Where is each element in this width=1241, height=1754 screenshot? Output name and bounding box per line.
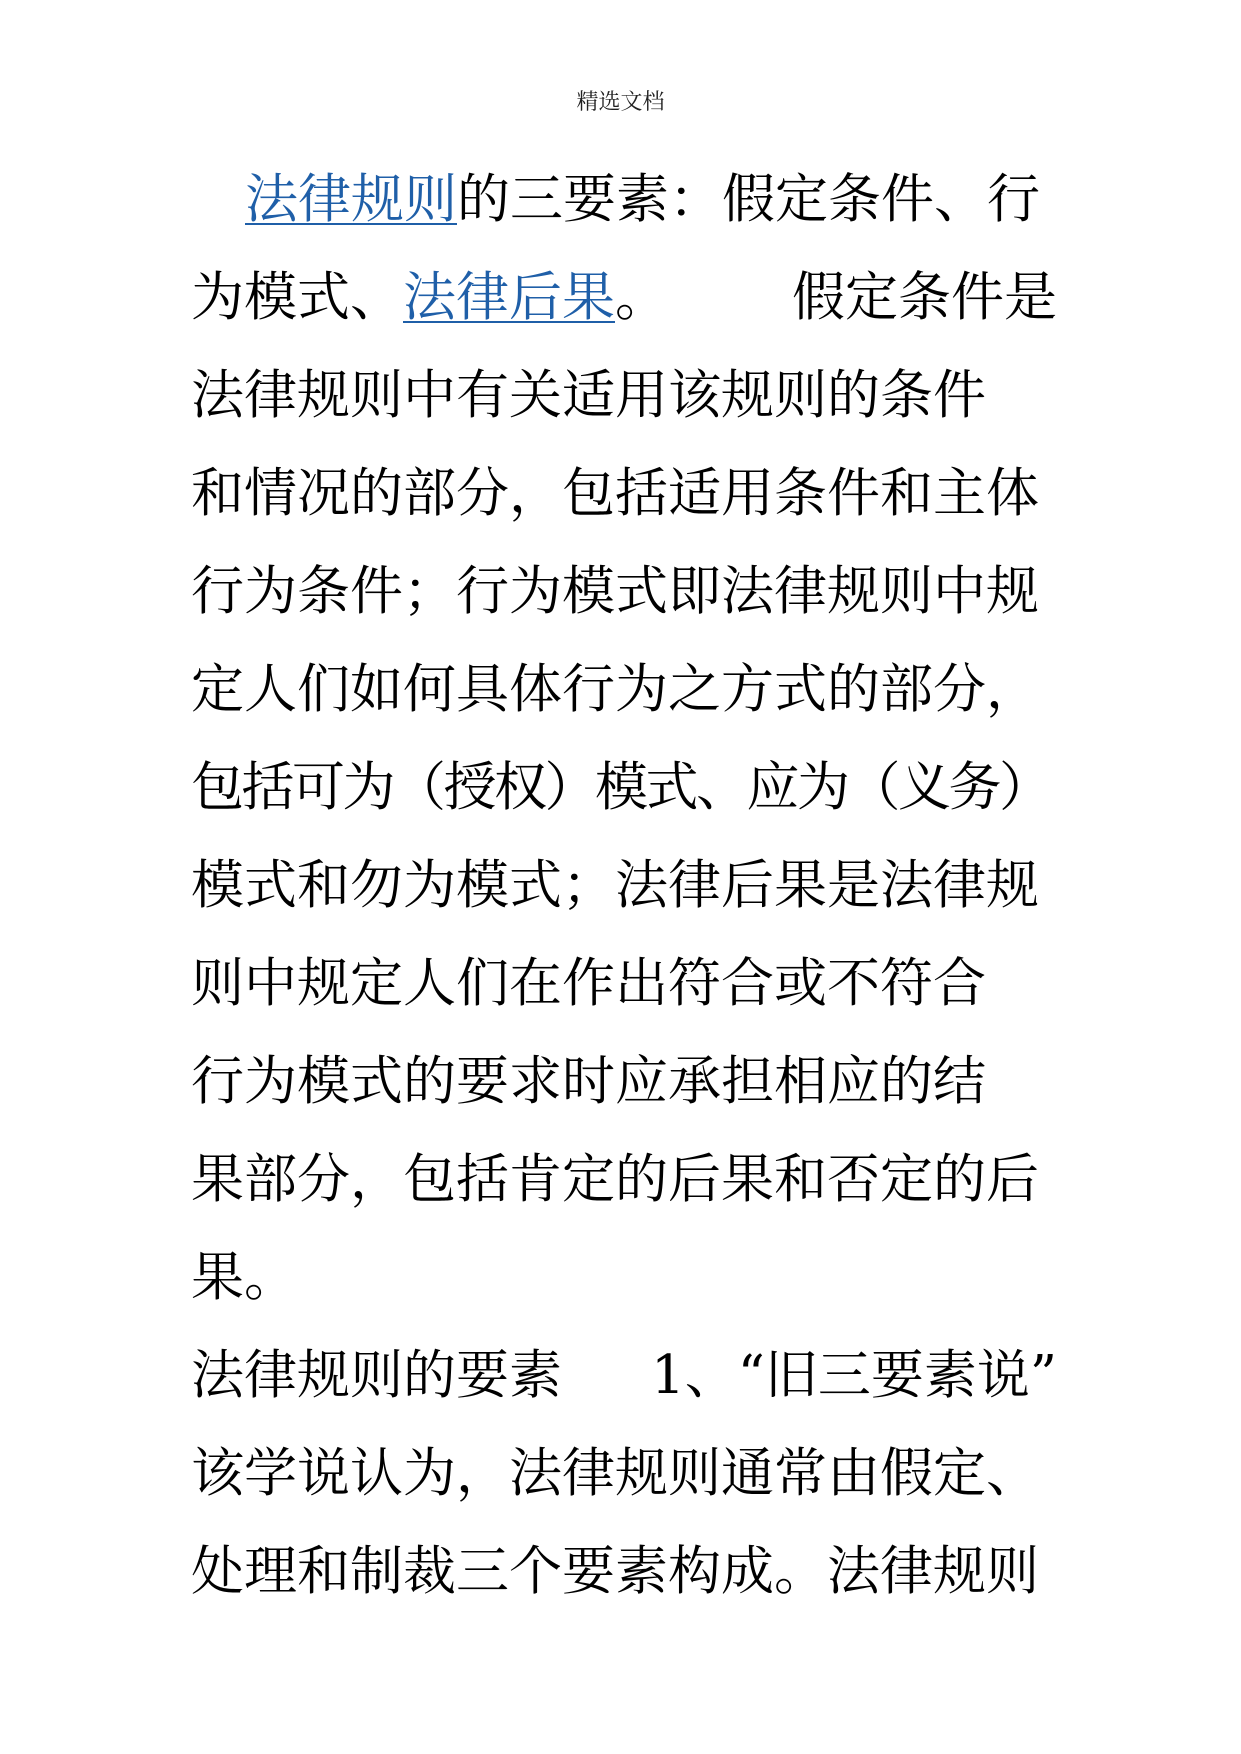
paragraph-1-line-3: 法律规则中有关适用该规则的条件: [191, 365, 986, 426]
paragraph-2-line-3: 处理和制裁三个要素构成。法律规则: [191, 1541, 1039, 1602]
paragraph-1-line-6: 定人们如何具体行为之方式的部分，: [191, 659, 1039, 720]
paragraph-1-line-8: 模式和勿为模式；法律后果是法律规: [191, 855, 1039, 916]
line-text: 的三要素：假定条件、行: [457, 169, 1040, 230]
paragraph-1-line-5: 行为条件；行为模式即法律规则中规: [191, 561, 1039, 622]
legal-rule-link[interactable]: 法律规则: [245, 169, 457, 230]
paragraph-1-line-4: 和情况的部分，包括适用条件和主体: [191, 463, 1039, 524]
line-text: 为模式、: [191, 267, 403, 328]
paragraph-1-line-2: [191, 249, 1057, 347]
line-text-right: 假定条件是: [792, 267, 1057, 328]
section-heading: 法律规则的要素: [191, 1345, 562, 1406]
line-text: 。: [615, 267, 668, 328]
line-text-left: [191, 249, 668, 347]
paragraph-1-line-11: 果部分，包括肯定的后果和否定的后: [191, 1149, 1039, 1210]
paragraph-1-line-9: 则中规定人们在作出符合或不符合: [191, 953, 986, 1014]
paragraph-1-line-7: 包括可为（授权）模式、应为（义务）: [191, 757, 1050, 818]
paragraph-2-line-2: 该学说认为，法律规则通常由假定、: [191, 1443, 1039, 1504]
paragraph-1-line-12: 果。: [191, 1247, 297, 1308]
paragraph-1-line-1: [191, 151, 1057, 249]
paragraph-2-line-1: [191, 1327, 1057, 1425]
document-body: [191, 151, 1057, 1621]
theory-heading: 1、“旧三要素说”: [651, 1345, 1057, 1406]
legal-consequence-link[interactable]: 法律后果: [403, 267, 615, 328]
page-header: 精选文档: [576, 90, 665, 115]
paragraph-1-line-10: 行为模式的要求时应承担相应的结: [191, 1051, 986, 1112]
